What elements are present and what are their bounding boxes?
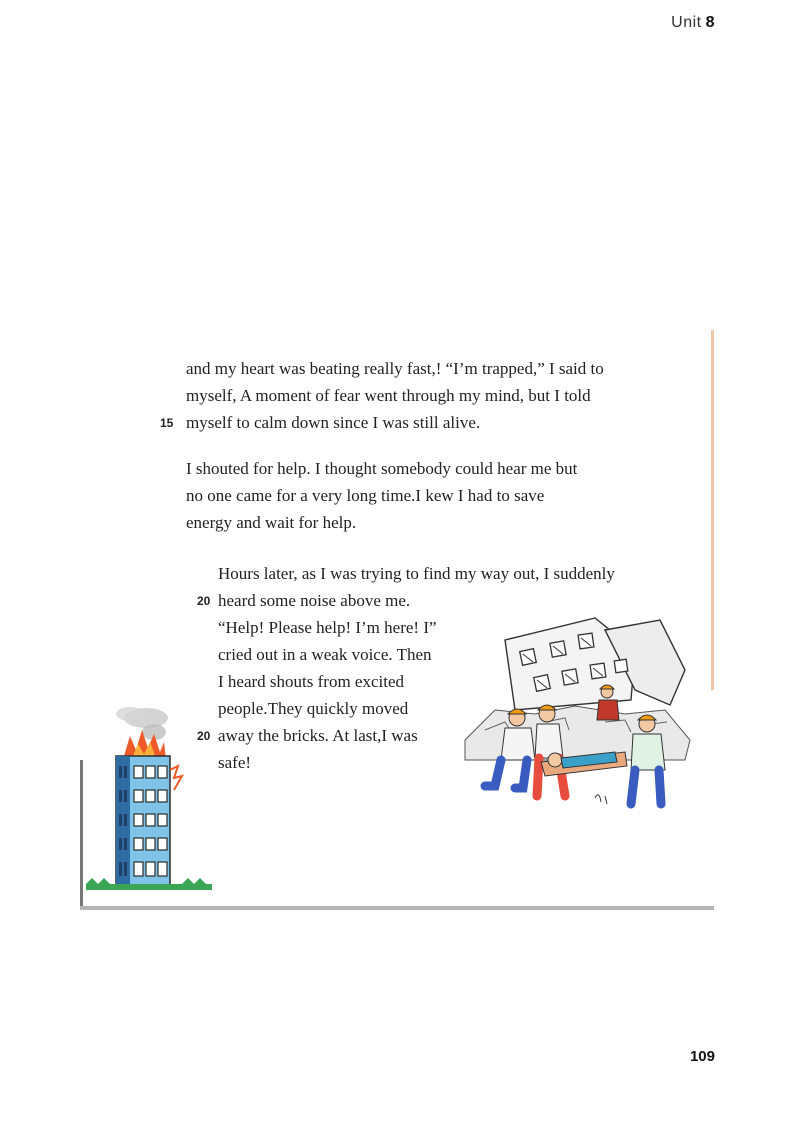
unit-number: 8 [705, 14, 715, 31]
text-line: “Help! Please help! I’m here! I” [218, 618, 437, 637]
line-number: 20 [197, 594, 211, 608]
text-line: myself, A moment of fear went through my mind, but I told [186, 386, 591, 405]
unit-header [671, 14, 715, 32]
text-line: people.They quickly moved [218, 699, 409, 718]
text-line: Hours later, as I was trying to find my way out, I suddenly [218, 564, 615, 583]
text-line: cried out in a weak voice. Then [218, 645, 432, 664]
text-line: energy and wait for help. [186, 513, 357, 532]
text-line: I heard shouts from excited [218, 672, 404, 691]
right-accent-bar [711, 330, 714, 690]
text-line: heard some noise above me. [218, 591, 411, 610]
text-line: myself to calm down since I was still alive. [186, 413, 481, 432]
text-line: and my heart was beating really fast,! “I’m trapped,” I said to [186, 359, 604, 378]
text-line: away the bricks. At last,I was [218, 726, 418, 745]
page-number: 109 [689, 1048, 715, 1065]
bottom-border-line [80, 906, 714, 910]
text-line: no one came for a very long time.I kew I had to save [186, 486, 545, 505]
burning-building-icon [86, 700, 216, 892]
rescue-scene-icon [455, 610, 695, 815]
text-line: safe! [218, 753, 252, 772]
line-number: 20 [197, 729, 211, 743]
text-line: I shouted for help. I thought somebody could hear me but [186, 459, 578, 478]
unit-label: Unit [671, 14, 702, 31]
line-number: 15 [160, 416, 174, 430]
left-border-line [80, 760, 83, 910]
